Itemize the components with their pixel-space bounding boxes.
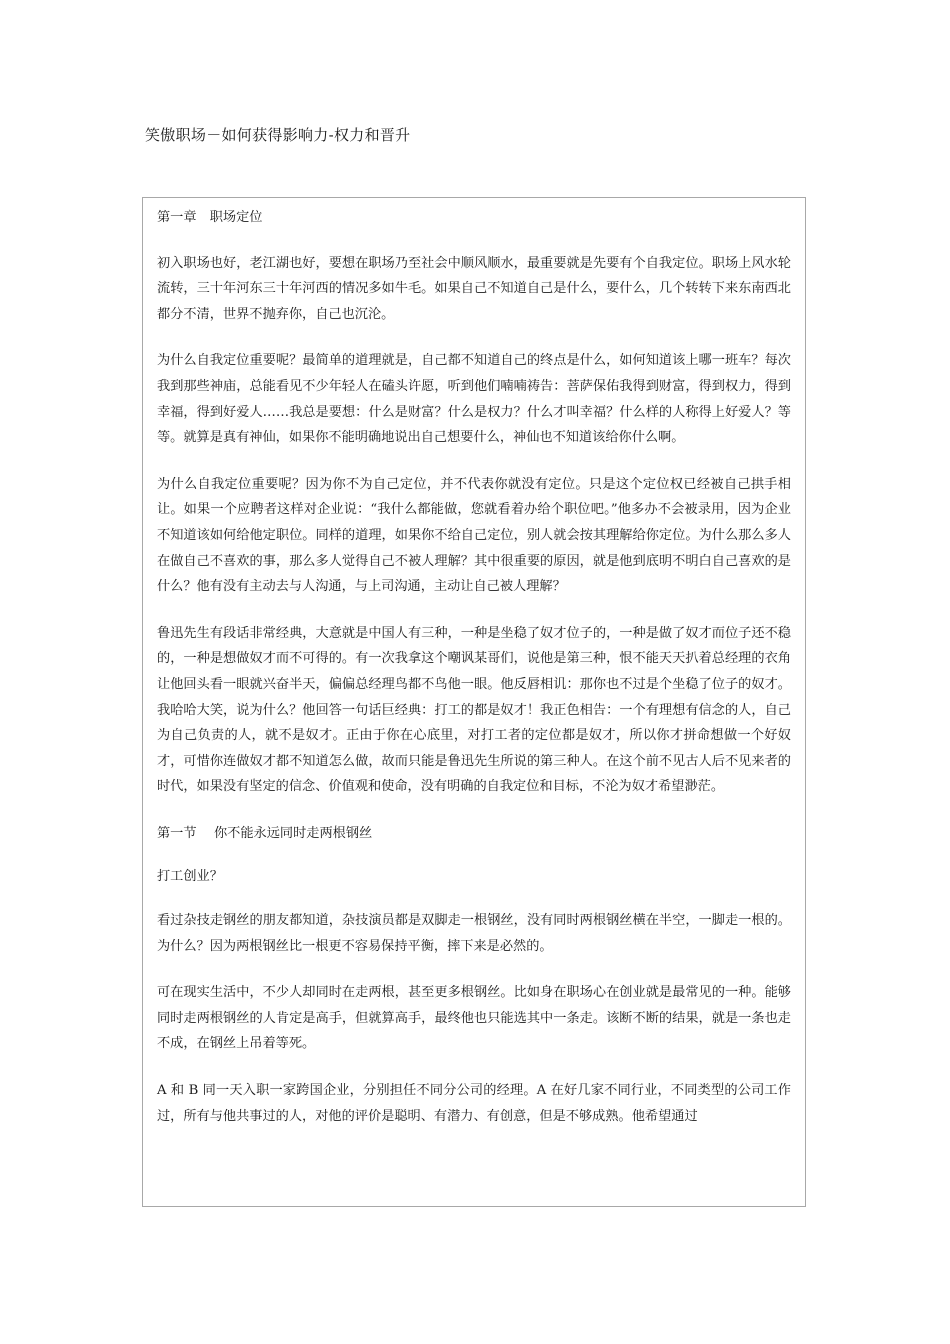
paragraph: 为什么自我定位重要呢？因为你不为自己定位，并不代表你就没有定位。只是这个定位权已经被自己拱手相让。如果一个应聘者这样对企业说：“我什么都能做，您就看着办给个职位吧。”他多办不会被录用，因为企业不知道该如何给他定职位。同样的道理，如果你不给自己定位，别人就会按其理解给你定位。为什么那么多人在做自己不喜欢的事，那么多人觉得自己不被人理解？其中很重要的原因，就是他到底明不明白自己喜欢的是什么？他有没有主动去与人沟通，与上司沟通，主动让自己被人理解？ [157, 476, 791, 595]
subheading: 打工创业？ [157, 869, 223, 885]
paragraph: 为什么自我定位重要呢？最简单的道理就是，自己都不知道自己的终点是什么，如何知道该上哪一班车？每次我到那些神庙，总能看见不少年轻人在磕头许愿，听到他们喃喃祷告：菩萨保佑我得到财富，得到权力，得到幸福，得到好爱人……我总是要想：什么是财富？什么是权力？什么才叫幸福？什么样的人称得上好爱人？等等。就算是真有神仙，如果你不能明确地说出自己想要什么，神仙也不知道该给你什么啊。 [157, 353, 791, 446]
content-body [143, 198, 805, 1129]
section-heading: 第一节 你不能永远同时走两根钢丝 [157, 825, 373, 841]
paragraph: 可在现实生活中，不少人却同时在走两根，甚至更多根钢丝。比如身在职场心在创业就是最常见的一种。能够同时走两根钢丝的人肯定是高手，但就算高手，最终他也只能选其中一条走。该断不断的结果，就是一条也走不成，在钢丝上吊着等死。 [157, 985, 791, 1052]
paragraph: 看过杂技走钢丝的朋友都知道，杂技演员都是双脚走一根钢丝，没有同时两根钢丝横在半空，一脚走一根的。为什么？因为两根钢丝比一根更不容易保持平衡，摔下来是必然的。 [157, 913, 791, 954]
paragraph: 初入职场也好，老江湖也好，要想在职场乃至社会中顺风顺水，最重要就是先要有个自我定位。职场上风水轮流转，三十年河东三十年河西的情况多如牛毛。如果自己不知道自己是什么，要什么，几个转转下来东南西北都分不清，世界不抛弃你，自己也沉沦。 [157, 255, 791, 322]
content-box [142, 197, 806, 1207]
paragraph: A 和 B 同一天入职一家跨国企业，分别担任不同分公司的经理。A 在好几家不同行业，不同类型的公司工作过，所有与他共事过的人，对他的评价是聪明、有潜力、有创意，但是不够成熟。他希望通过 [157, 1083, 791, 1124]
paragraph: 鲁迅先生有段话非常经典，大意就是中国人有三种，一种是坐稳了奴才位子的，一种是做了奴才而位子还不稳的，一种是想做奴才而不可得的。有一次我拿这个嘲讽某哥们，说他是第三种，恨不能天天扒着总经理的衣角让他回头看一眼就兴奋半天，偏偏总经理鸟都不鸟他一眼。他反唇相讥：那你也不过是个坐稳了位子的奴才。我哈哈大笑，说为什么？他回答一句话巨经典：打工的都是奴才！我正色相告：一个有理想有信念的人，自己为自己负责的人，就不是奴才。正由于你在心底里，对打工者的定位都是奴才，所以你才拼命想做一个好奴才，可惜你连做奴才都不知道怎么做，故而只能是鲁迅先生所说的第三种人。在这个前不见古人后不见来者的时代，如果没有坚定的信念、价值观和使命，没有明确的自我定位和目标，不沦为奴才希望渺茫。 [157, 625, 791, 795]
chapter-heading: 第一章 职场定位 [157, 210, 263, 225]
document-title: 笑傲职场－如何获得影响力-权力和晋升 [145, 126, 411, 144]
